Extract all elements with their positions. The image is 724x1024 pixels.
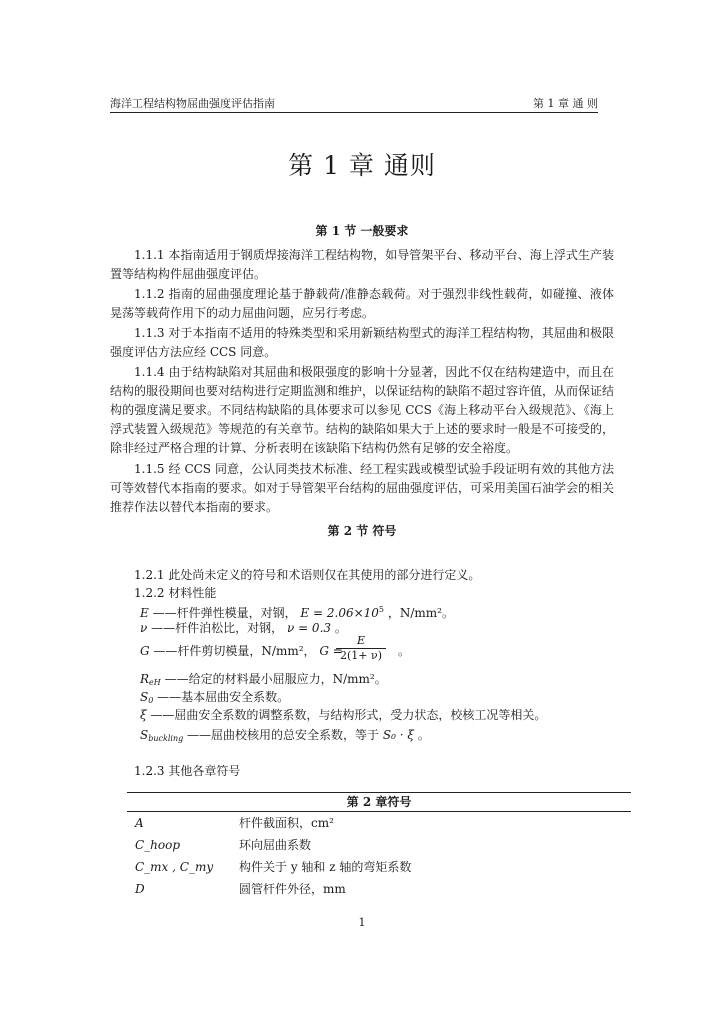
table-symbol: C_hoop (135, 838, 181, 852)
running-header (110, 96, 598, 113)
symbol-Sbuckling-definition: $S_{buckling}$ ——屈曲校核用的总安全系数，等于 S₀ · ξ 。 (140, 728, 430, 743)
symbol-ReH: R (140, 672, 150, 686)
section-1-title: 第 1 节 一般要求 (315, 224, 409, 238)
table-row (127, 812, 631, 834)
header-book-title: 海洋工程结构物屈曲强度评估指南 (110, 97, 275, 110)
table-row (127, 834, 631, 856)
table-symbol: A (135, 816, 144, 830)
symbol-nu-definition: ν ——杆件泊松比，对钢， ν = 0.3 。 (140, 621, 347, 635)
table-row (127, 856, 631, 878)
symbol-Sbuckling: S (140, 728, 149, 742)
section-2-title: 第 2 节 符号 (327, 524, 397, 538)
symbol-xi: ξ (140, 708, 147, 722)
table-description: 圆管杆件外径，mm (239, 882, 346, 896)
table-symbol: D (135, 882, 145, 896)
page-number: 1 (358, 916, 366, 929)
table-title: 第 2 章符号 (127, 792, 631, 812)
header-chapter: 第 1 章 通 则 (533, 97, 598, 110)
symbol-S0: S (140, 690, 149, 704)
paragraph-1-1-5: 1.1.5 经 CCS 同意，公认同类技术标准、经工程实践或模型试验手段证明有效的其他方法可等效替代本指南的要求。如对于导管架平台结构的屈曲强度评估，可采用美国石油学会的相关推荐作法以替代本指南的要求。 (110, 462, 615, 514)
chapter-title: 第 1 章 通则 (288, 151, 436, 180)
paragraph-1-1-1: 1.1.1 本指南适用于钢质焊接海洋工程结构物，如导管架平台、移动平台、海上浮式生产装置等结构构件屈曲强度评估。 (110, 248, 614, 281)
shear-modulus-fraction: E 2(1+ ν) (336, 634, 386, 663)
symbol-nu: ν (140, 621, 148, 635)
paragraph-1-1-4: 1.1.4 由于结构缺陷对其屈曲和极限强度的影响十分显著，因此不仅在结构建造中，而且在结构的服役期间也要对结构进行定期监测和维护，以保证结构的缺陷不超过容许值，从而保证结构的强度满足要求。不同结构缺陷的具体要求可以参见 CCS《海上移动平台入级规范》、《海上浮式装置入级规范》等规范的有关章节。结构的缺陷如果大于上述的要求时一般是不可接受的，除非经过严格合理的计算、分析表明在该缺陷下结构仍然有足够的安全裕度。 (110, 365, 615, 455)
symbols-table (127, 792, 631, 900)
table-symbol: C_mx , C_my (135, 860, 214, 874)
table-description: 杆件截面积，cm² (239, 816, 334, 830)
table-description: 构件关于 y 轴和 z 轴的弯矩系数 (239, 860, 412, 874)
symbol-E: E (140, 606, 149, 620)
symbol-G: G (140, 644, 150, 658)
symbol-S0-definition: $S_0$ ——基本屈曲安全系数。 (140, 690, 290, 705)
item-1-2-2: 1.2.2 材料性能 (134, 586, 217, 600)
paragraph-1-1-3: 1.1.3 对于本指南不适用的特殊类型和采用新颖结构型式的海洋工程结构物，其屈曲和极限强度评估方法应经 CCS 同意。 (110, 326, 614, 359)
symbol-ReH-definition: $R_{eH}$ ——给定的材料最小屈服应力，N/mm²。 (140, 672, 387, 687)
item-1-2-1: 1.2.1 此处尚未定义的符号和术语则仅在其使用的部分进行定义。 (134, 568, 481, 582)
symbol-G-end: 。 (398, 644, 411, 658)
paragraph-1-1-2: 1.1.2 指南的屈曲强度理论基于静载荷/准静态载荷。对于强烈非线性载荷，如碰撞、液体晃荡等载荷作用下的动力屈曲问题，应另行考虑。 (110, 287, 614, 320)
symbol-E-definition: E ——杆件弹性模量，对钢， $E = 2.06\times 10^5$ ，N/mm²。 (140, 605, 454, 620)
symbol-xi-definition: ξ ——屈曲安全系数的调整系数，与结构形式，受力状态，校核工况等相关。 (140, 708, 547, 722)
item-1-2-3: 1.2.3 其他各章符号 (134, 764, 241, 778)
symbol-G-definition: G ——杆件剪切模量，N/mm²， G = (140, 644, 343, 658)
table-row (127, 878, 631, 900)
table-description: 环向屈曲系数 (239, 838, 312, 852)
